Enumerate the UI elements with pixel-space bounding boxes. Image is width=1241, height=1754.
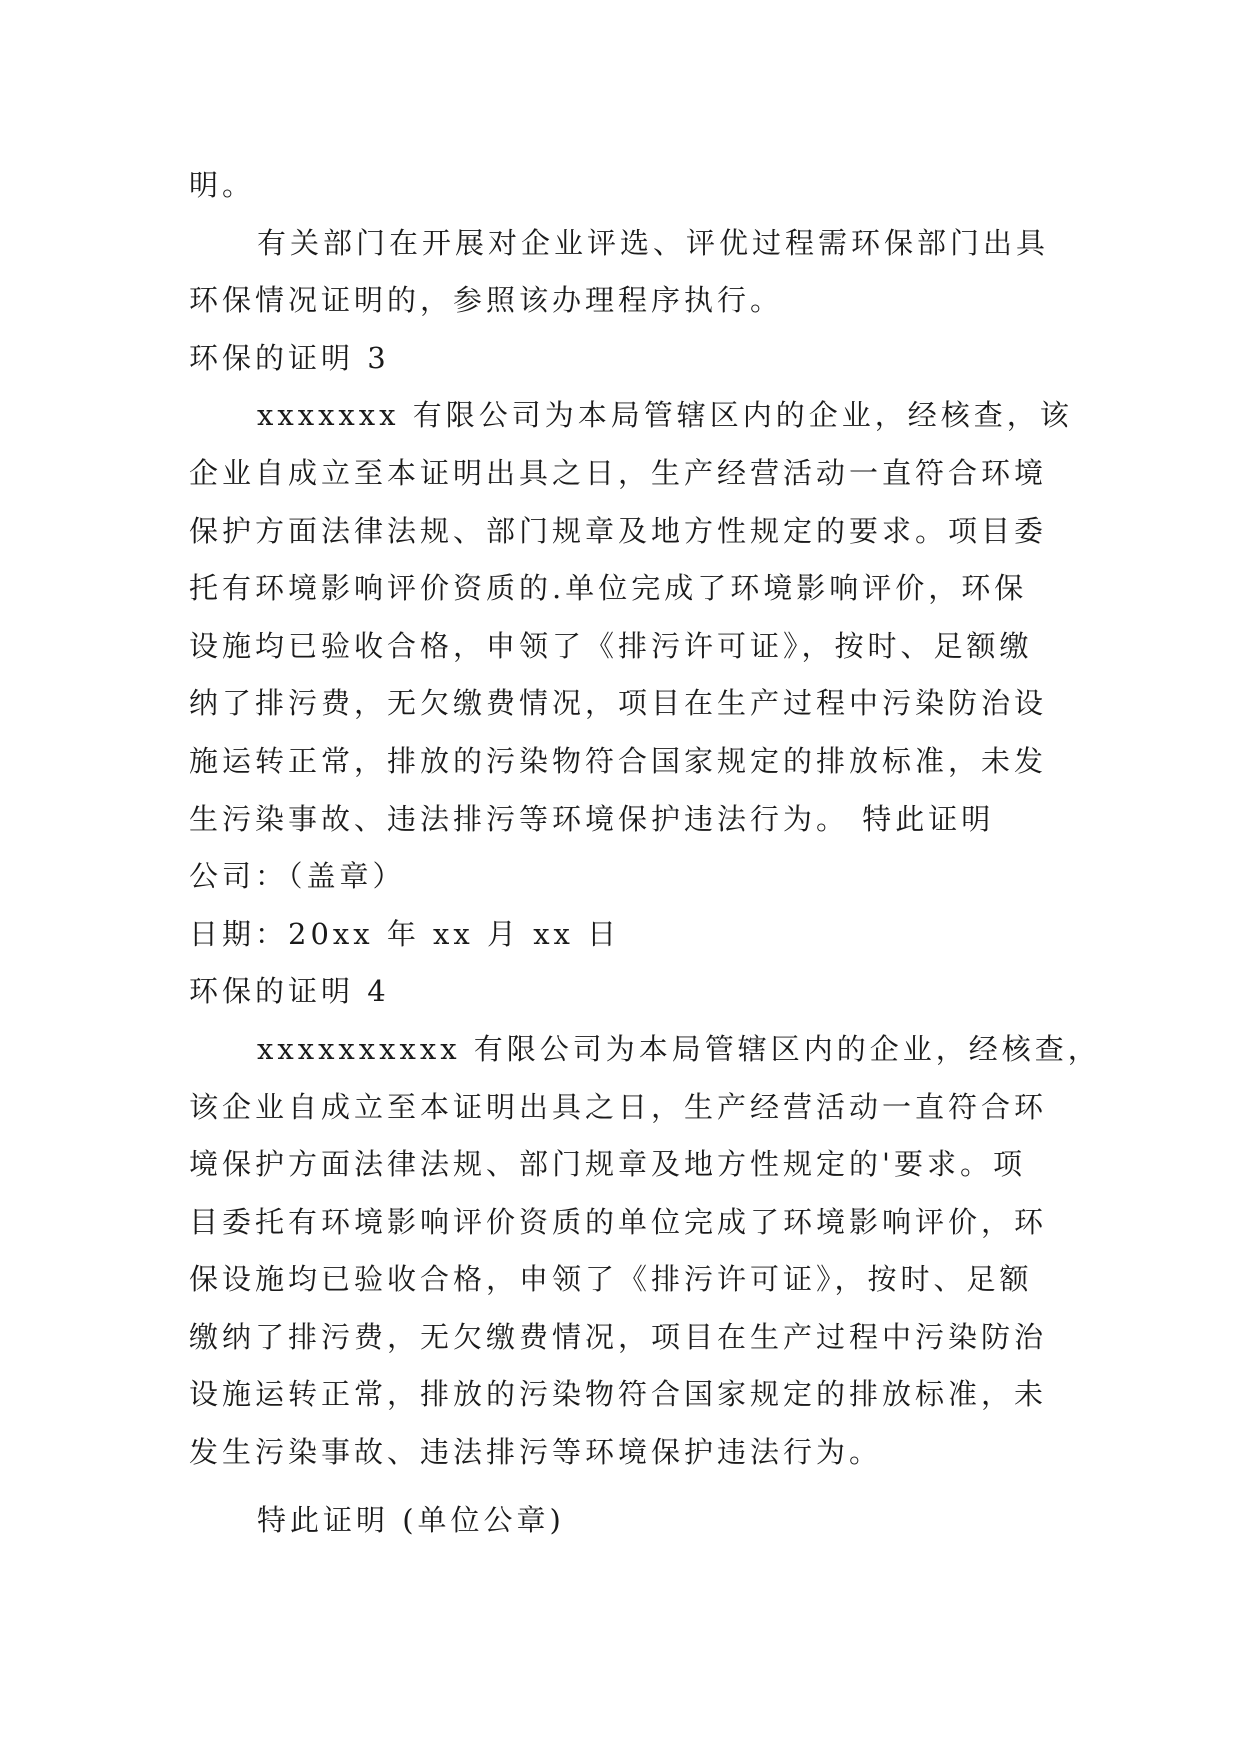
section-heading-3: 环保的证明 3 <box>189 340 390 375</box>
text-line: 该企业自成立至本证明出具之日，生产经营活动一直符合环 <box>189 1089 1048 1124</box>
text-line: 有关部门在开展对企业评选、评优过程需环保部门出具 <box>257 225 1050 260</box>
text-line: 施运转正常，排放的污染物符合国家规定的排放标准，未发 <box>189 743 1048 778</box>
text-line: 目委托有环境影响评价资质的单位完成了环境影响评价，环 <box>189 1204 1048 1239</box>
text-line: 环保情况证明的，参照该办理程序执行。 <box>189 283 784 318</box>
closing-line: 特此证明 (单位公章) <box>257 1502 565 1537</box>
text-line: 生污染事故、违法排污等环境保护违法行为。 特此证明 <box>189 801 995 836</box>
text-line: xxxxxxx 有限公司为本局管辖区内的企业，经核查，该 <box>257 398 1073 433</box>
text-line: 保护方面法律法规、部门规章及地方性规定的要求。项目委 <box>189 513 1048 548</box>
text-line: 纳了排污费，无欠缴费情况，项目在生产过程中污染防治设 <box>189 686 1048 721</box>
text-line: 明。 <box>189 168 256 202</box>
section-heading-4: 环保的证明 4 <box>189 974 390 1009</box>
text-line: 缴纳了排污费，无欠缴费情况，项目在生产过程中污染防治 <box>189 1319 1048 1354</box>
text-line: 企业自成立至本证明出具之日，生产经营活动一直符合环境 <box>189 455 1048 490</box>
text-line: 境保护方面法律法规、部门规章及地方性规定的'要求。项 <box>189 1147 1026 1182</box>
text-line: 设施均已验收合格，申领了《排污许可证》，按时、足额缴 <box>189 628 1033 663</box>
text-line: xxxxxxxxxx 有限公司为本局管辖区内的企业，经核查， <box>257 1031 1101 1066</box>
paragraph-gap <box>189 1482 1059 1492</box>
document-body <box>189 157 1101 1549</box>
text-line: 设施运转正常，排放的污染物符合国家规定的排放标准，未 <box>189 1377 1048 1412</box>
date-line: 日期：20xx 年 xx 月 xx 日 <box>189 916 621 951</box>
text-line: 保设施均已验收合格，申领了《排污许可证》，按时、足额 <box>189 1262 1033 1297</box>
text-line: 发生污染事故、违法排污等环境保护违法行为。 <box>189 1435 883 1470</box>
company-seal-line: 公司：（盖章） <box>189 859 406 894</box>
text-line: 托有环境影响评价资质的.单位完成了环境影响评价，环保 <box>189 571 1028 606</box>
